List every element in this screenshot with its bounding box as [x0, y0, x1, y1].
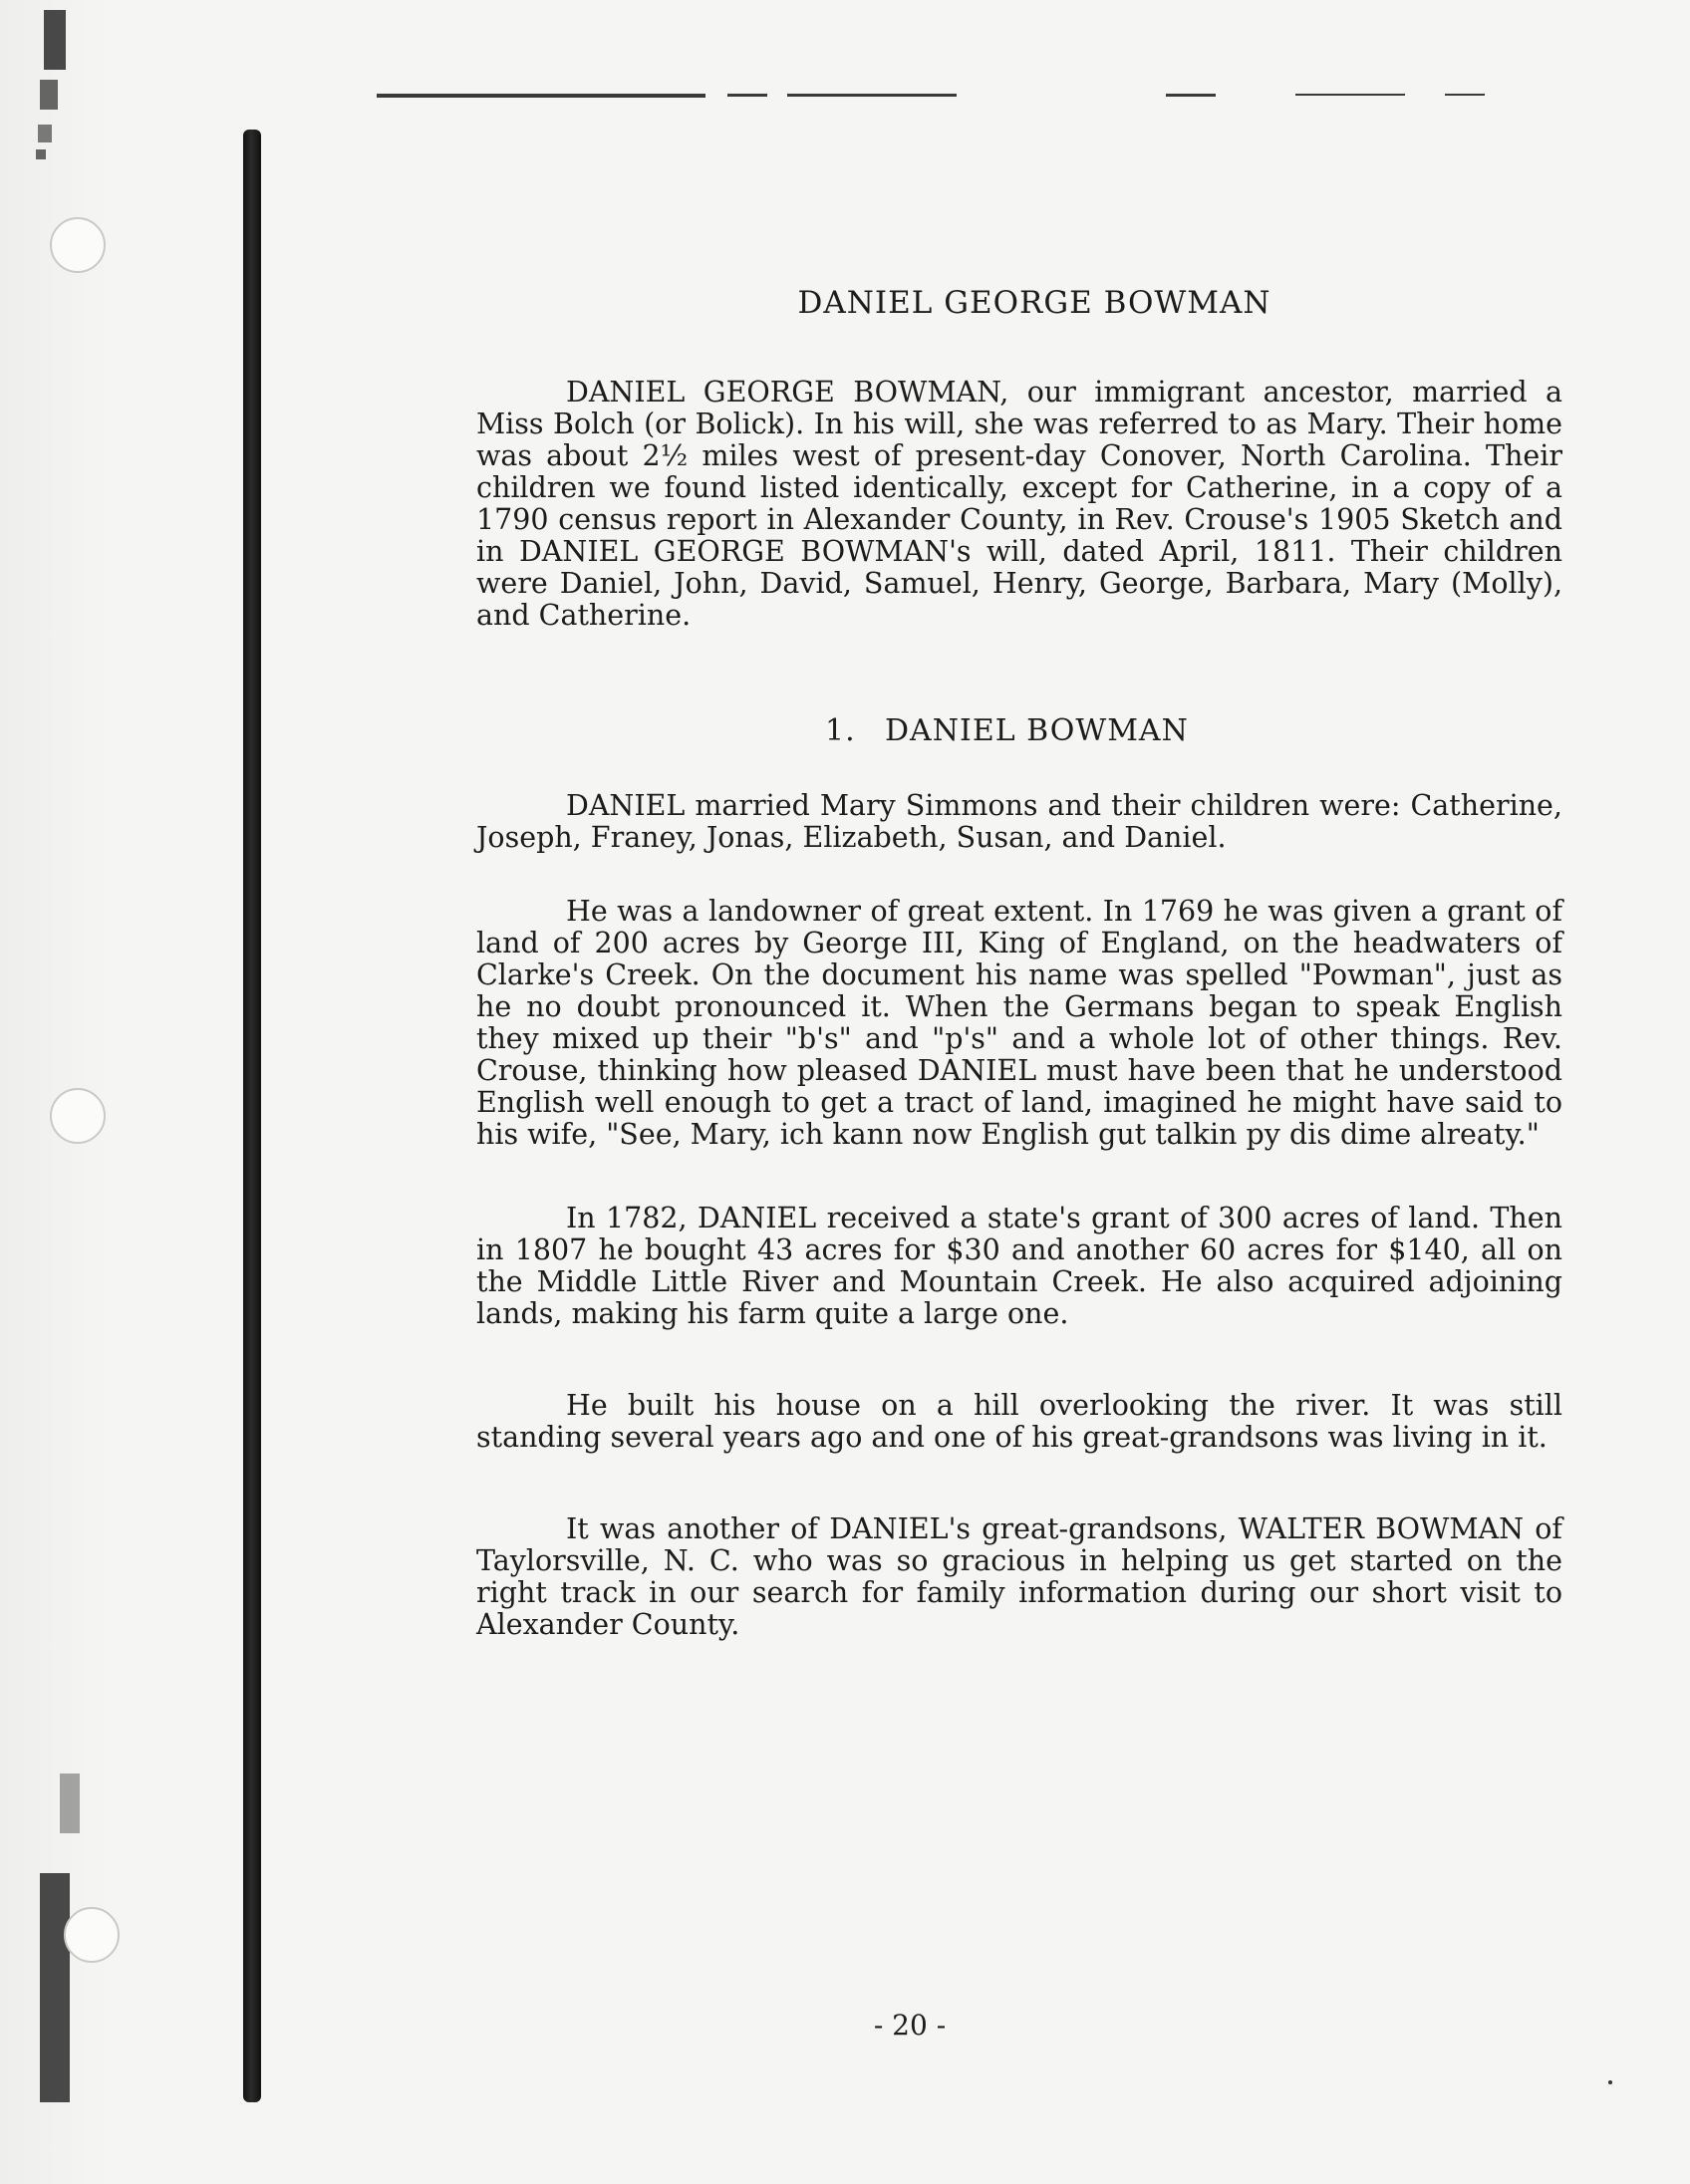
section-paragraph	[476, 1203, 1562, 1330]
document-body	[476, 269, 1562, 1641]
section-paragraph	[476, 1390, 1562, 1454]
page-title: DANIEL GEORGE BOWMAN	[797, 285, 1271, 321]
binder-mark	[44, 10, 66, 70]
binder-mark	[38, 125, 52, 142]
section-paragraph-text: It was another of DANIEL's great-grandsons, WALTER BOWMAN of Taylorsville, N. C. who was so gracious in helping us get started on the right track in our search for family information during our short visit to Alexander County.	[476, 1512, 1562, 1641]
section-paragraph-text: He built his house on a hill overlooking the river. It was still standing several years ago and one of his great-grandsons was living in it.	[476, 1389, 1562, 1454]
binder-mark	[40, 1873, 70, 2102]
section-number: 1.	[825, 713, 856, 748]
punch-hole	[64, 1907, 120, 1963]
section-paragraph	[476, 1513, 1562, 1641]
page-number: - 20 -	[873, 2009, 947, 2042]
punch-hole	[50, 1088, 106, 1144]
top-rule	[727, 94, 767, 97]
punch-hole	[50, 217, 106, 273]
top-rule	[1445, 94, 1485, 96]
top-rule	[1166, 94, 1216, 97]
section-paragraph-text: He was a landowner of great extent. In 1769 he was given a grant of land of 200 acres by George III, King of England, on the headwaters of Clarke's Creek. On the document his name was spelled "Powman", just as he no doubt pronounced it. When the Germans began to speak English they mixed up their "b's" and "p's" and a whole lot of other things. Rev. Crouse, thinking how pleased DANIEL must have been that he understood English well enough to get a tract of land, imagined he might have said to his wife, "See, Mary, ich kann now English gut talkin py dis dime alreaty."	[476, 895, 1562, 1151]
section-heading	[476, 713, 1562, 748]
intro-paragraph	[476, 377, 1562, 632]
top-rule	[787, 94, 957, 97]
top-rule	[377, 94, 705, 98]
top-rule	[1295, 94, 1405, 96]
section-heading-text: DANIEL BOWMAN	[885, 713, 1189, 748]
binder-mark	[40, 80, 58, 110]
section-paragraph	[476, 790, 1562, 854]
speck	[1608, 2080, 1612, 2084]
intro-paragraph-text: DANIEL GEORGE BOWMAN, our immigrant ancestor, married a Miss Bolch (or Bolick). In his will, she was referred to as Mary. Their home was about 2½ miles west of present-day Conover, North Carolina. Their children we found listed identically, except for Catherine, in a copy of a 1790 census report in Alexander County, in Rev. Crouse's 1905 Sketch and in DANIEL GEORGE BOWMAN's will, dated April, 1811. Their children were Daniel, John, David, Samuel, Henry, George, Barbara, Mary (Molly), and Catherine.	[476, 376, 1562, 632]
section-paragraph-text: DANIEL married Mary Simmons and their children were: Catherine, Joseph, Franey, Jonas, Elizabeth, Susan, and Daniel.	[476, 789, 1562, 854]
scan-shadow-line	[243, 130, 261, 2102]
section-paragraph	[476, 896, 1562, 1151]
binder-mark	[60, 1774, 80, 1833]
section-paragraph-text: In 1782, DANIEL received a state's grant of 300 acres of land. Then in 1807 he bought 43 acres for $30 and another 60 acres for $140, all on the Middle Little River and Mountain Creek. He also acquired adjoining lands, making his farm quite a large one.	[476, 1202, 1562, 1330]
binder-mark	[36, 149, 46, 159]
